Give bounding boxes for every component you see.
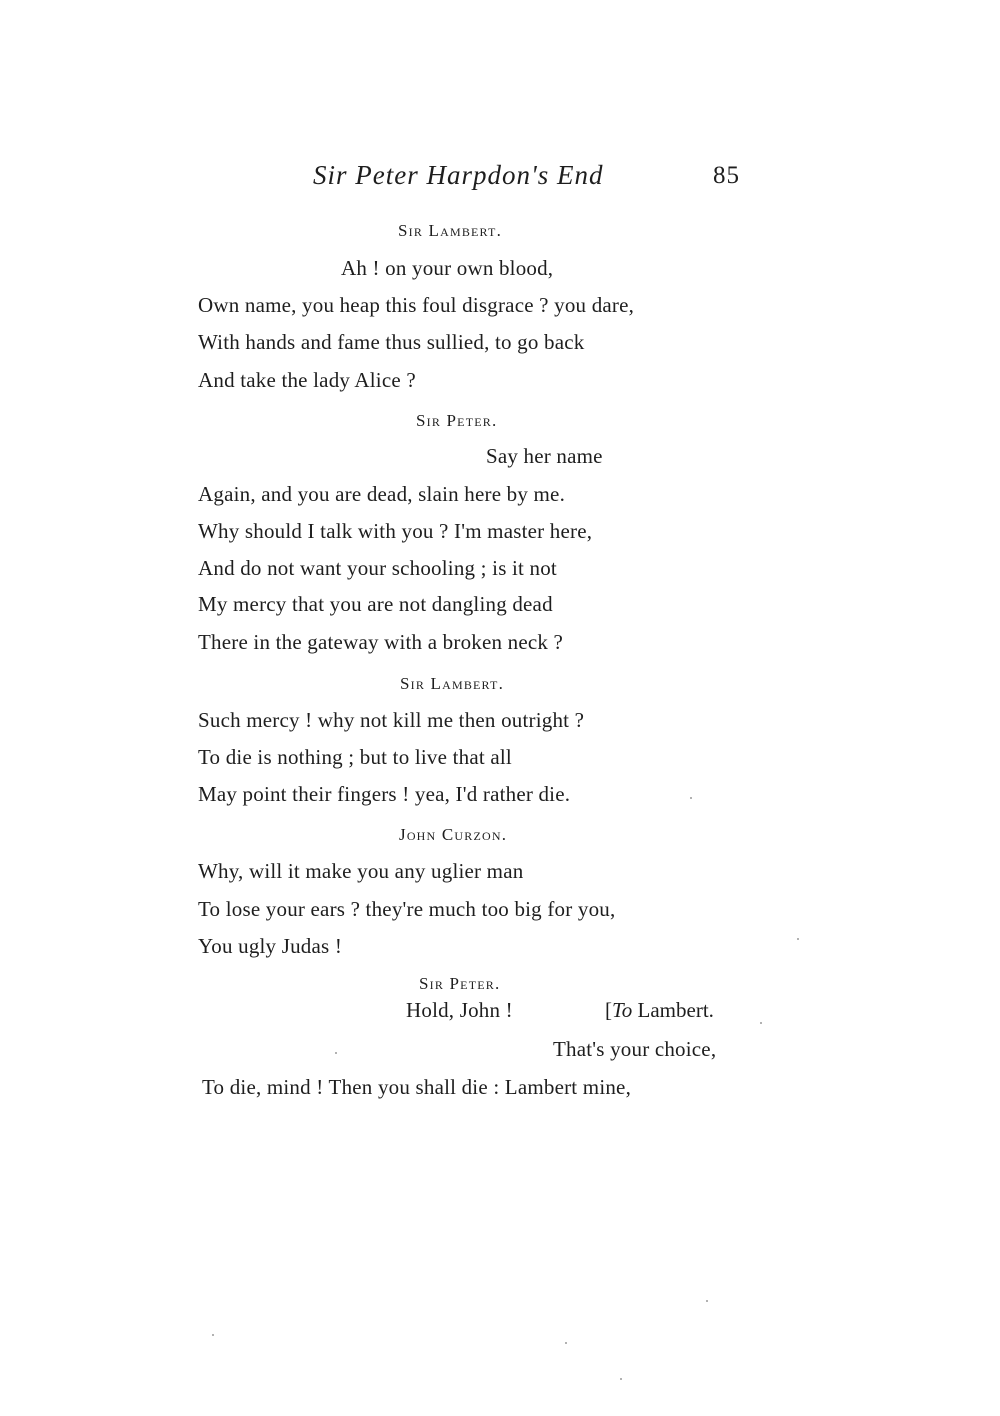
- stage-bracket: [: [605, 998, 612, 1022]
- verse-line: May point their fingers ! yea, I'd rather die.: [198, 782, 571, 806]
- verse-line: And take the lady Alice ?: [198, 368, 416, 392]
- verse-line: Such mercy ! why not kill me then outright ?: [198, 708, 585, 732]
- page-number: 85: [713, 162, 740, 189]
- paper-speck: [690, 797, 692, 799]
- verse-line: Why, will it make you any uglier man: [198, 859, 524, 883]
- verse-line: To lose your ears ? they're much too big for you,: [198, 897, 616, 921]
- verse-line: That's your choice,: [553, 1037, 717, 1061]
- paper-speck: [760, 1022, 762, 1024]
- paper-speck: [620, 1378, 622, 1380]
- stage-direction: [605, 1000, 714, 1021]
- speaker-sir-peter: Sir Peter.: [419, 974, 501, 993]
- verse-line: My mercy that you are not dangling dead: [198, 592, 553, 616]
- stage-to: To: [612, 998, 633, 1022]
- paper-speck: [706, 1300, 708, 1302]
- verse-line: There in the gateway with a broken neck ?: [198, 630, 564, 654]
- paper-speck: [565, 1342, 567, 1344]
- paper-speck: [335, 1052, 337, 1054]
- speaker-john-curzon: John Curzon.: [399, 825, 508, 844]
- verse-line: To die, mind ! Then you shall die : Lambert mine,: [202, 1075, 632, 1099]
- verse-line: To die is nothing ; but to live that all: [198, 745, 512, 769]
- verse-line: With hands and fame thus sullied, to go back: [198, 330, 585, 354]
- paper-speck: [212, 1334, 214, 1336]
- running-title: Sir Peter Harpdon's End: [313, 160, 604, 190]
- verse-line: Ah ! on your own blood,: [341, 256, 554, 280]
- verse-line: Hold, John !: [406, 998, 513, 1022]
- verse-line: Say her name: [486, 444, 603, 468]
- verse-line: Why should I talk with you ? I'm master here,: [198, 519, 593, 543]
- speaker-sir-lambert: Sir Lambert.: [400, 674, 505, 693]
- verse-line: And do not want your schooling ; is it not: [198, 556, 557, 580]
- paper-speck: [797, 938, 799, 940]
- stage-name: Lambert.: [632, 998, 714, 1022]
- speaker-sir-peter: Sir Peter.: [416, 411, 498, 430]
- speaker-sir-lambert: Sir Lambert.: [398, 221, 503, 240]
- verse-line: Own name, you heap this foul disgrace ? you dare,: [198, 293, 635, 317]
- verse-line: Again, and you are dead, slain here by me.: [198, 482, 566, 506]
- verse-line: You ugly Judas !: [198, 934, 343, 958]
